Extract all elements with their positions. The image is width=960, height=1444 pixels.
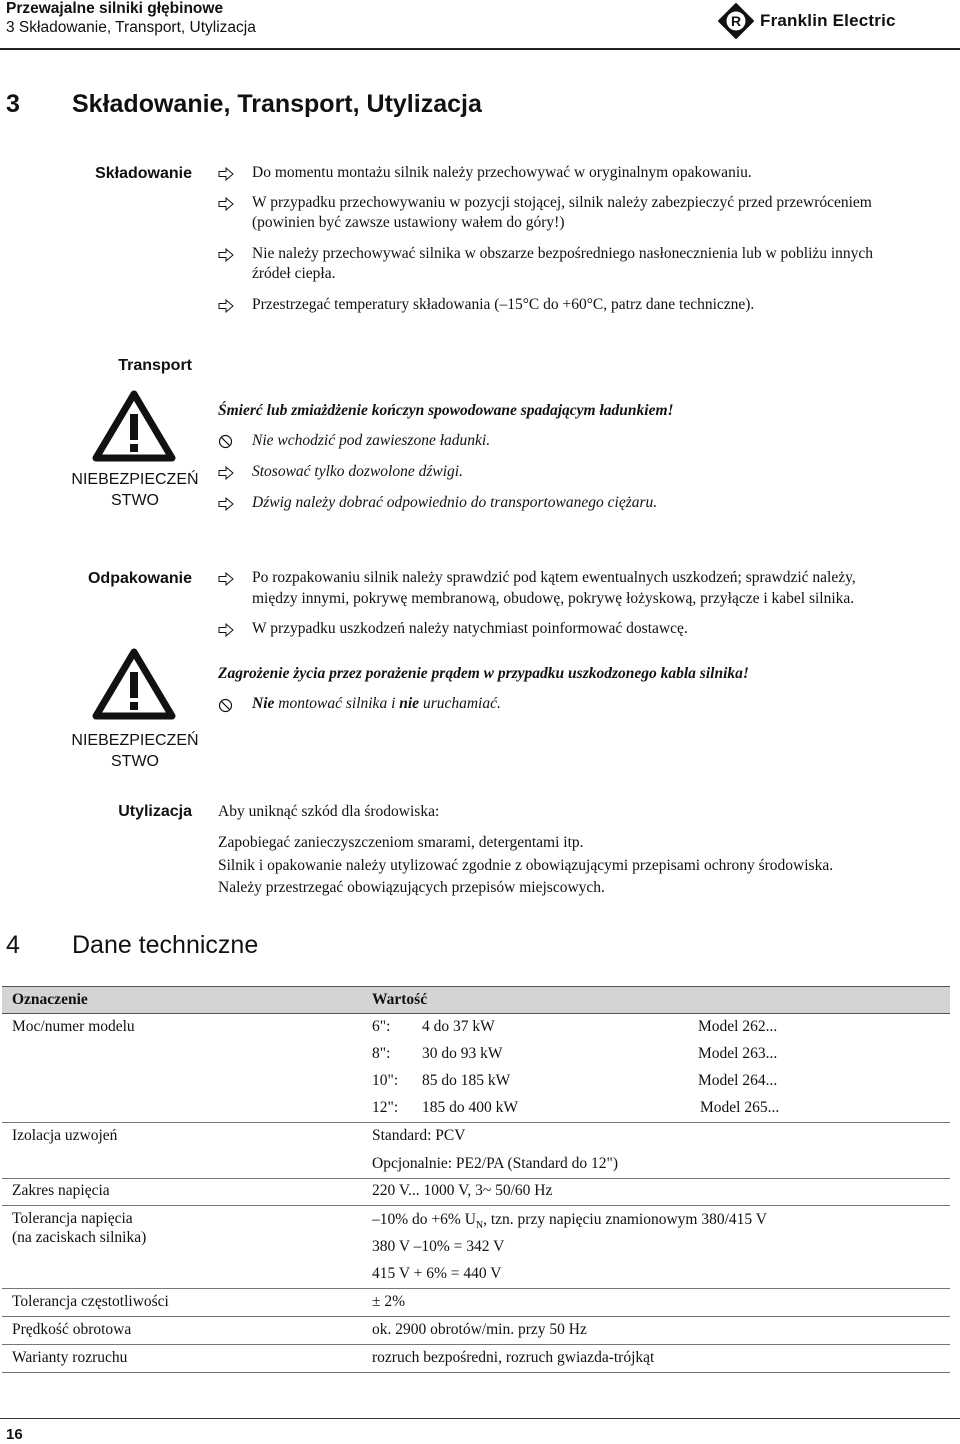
danger-label: NIEBEZPIECZEŃ STWO [71, 471, 199, 509]
voltage-tolerance-380: 380 V –10% = 342 V [372, 1238, 505, 1255]
speed-value: ok. 2900 obrotów/min. przy 50 Hz [372, 1321, 587, 1338]
model-power: 85 do 185 kW [422, 1072, 511, 1089]
storage-item-2: W przypadku przechowywaniu w pozycji stojącej, silnik należy zabezpieczyć przed przewróceniem [252, 194, 872, 211]
table-divider [2, 1122, 950, 1123]
arrow-right-icon [218, 248, 234, 262]
model-size: 12": [372, 1099, 399, 1116]
unpack-item-1: Po rozpakowaniu silnik należy sprawdzić pod kątem ewentualnych uszkodzeń; sprawdzić należy, [252, 569, 856, 586]
header-subtitle: 3 Składowanie, Transport, Utylizacja [6, 19, 256, 36]
storage-item-3-cont: źródeł ciepła. [252, 265, 336, 282]
transport-item-1: Nie wchodzić pod zawieszone ładunki. [252, 432, 491, 449]
table-divider [2, 1372, 950, 1373]
side-label-utylizacja: Utylizacja [118, 803, 192, 820]
model-size: 6": [372, 1018, 391, 1035]
model-size: 10": [372, 1072, 399, 1089]
table-divider [2, 1178, 950, 1179]
disposal-intro: Aby uniknąć szkód dla środowiska: [218, 803, 440, 820]
model-power: 4 do 37 kW [422, 1018, 495, 1035]
unpack-prohibition: Nie montować silnika i nie uruchamiać. [252, 695, 501, 712]
danger-label: NIEBEZPIECZEŃ STWO [71, 732, 199, 770]
disposal-line-1: Zapobiegać zanieczyszczeniom smarami, detergentami itp. [218, 834, 584, 851]
side-label-transport: Transport [118, 357, 192, 374]
arrow-right-icon [218, 466, 234, 480]
model-power: 185 do 400 kW [422, 1099, 519, 1116]
model-size: 8": [372, 1045, 391, 1062]
model-number: Model 265... [700, 1099, 780, 1116]
franklin-logo-icon [718, 3, 754, 39]
storage-item-1: Do momentu montażu silnik należy przechowywać w oryginalnym opakowaniu. [252, 164, 752, 181]
prohibition-icon [218, 698, 233, 713]
svg-text:R: R [730, 13, 742, 29]
arrow-right-icon [218, 497, 234, 511]
side-label-odpakowanie: Odpakowanie [87, 570, 192, 587]
side-label-skladowanie: Składowanie [95, 165, 192, 182]
row-label-voltage-range: Zakres napięcia [12, 1182, 110, 1199]
voltage-tolerance-415: 415 V + 6% = 440 V [372, 1265, 502, 1282]
table-divider [2, 1205, 950, 1206]
row-label-frequency-tolerance: Tolerancja częstotliwości [12, 1293, 169, 1310]
table-col-designation: Oznaczenie [12, 991, 88, 1008]
prohibition-icon [218, 434, 233, 449]
storage-item-3: Nie należy przechowywać silnika w obszarze bezpośredniego nasłonecznienia lub w pobliżu innych [252, 245, 874, 262]
disposal-line-2: Silnik i opakowanie należy utylizować zgodnie z obowiązującymi przepisami ochrony środowiska. [218, 857, 834, 874]
header-title: Przewajalne silniki głębinowe [6, 0, 224, 17]
voltage-tolerance-value: –10% do +6% $U_N$, tzn. przy napięciu znamionowym 380/415 V [372, 1211, 767, 1232]
row-label-power: Moc/numer modelu [12, 1018, 135, 1035]
table-divider [2, 1316, 950, 1317]
unpack-item-1-cont: między innymi, pokrywę membranową, obudowę, pokrywę łożyskową, przyłącze i kabel silnika. [252, 590, 855, 607]
insulation-standard: Standard: PCV [372, 1127, 466, 1144]
table-col-value: Wartość [372, 991, 428, 1008]
row-label-voltage-tolerance: Tolerancja napięcia [12, 1210, 133, 1227]
footer-divider [0, 1418, 960, 1419]
unpack-item-2: W przypadku uszkodzeń należy natychmiast poinformować dostawcę. [252, 620, 688, 637]
unpack-warning: Zagrożenie życia przez porażenie prądem w przypadku uszkodzonego kabla silnika! [218, 665, 749, 682]
row-label-voltage-tolerance-note: (na zaciskach silnika) [12, 1229, 147, 1246]
table-header [2, 986, 950, 1014]
arrow-right-icon [218, 197, 234, 211]
logo-text: Franklin Electric [760, 11, 896, 30]
table-divider [2, 1344, 950, 1345]
arrow-right-icon [218, 623, 234, 637]
disposal-line-3: Należy przestrzegać obowiązujących przepisów miejscowych. [218, 879, 605, 896]
transport-item-3: Dźwig należy dobrać odpowiednio do transportowanego ciężaru. [252, 494, 658, 511]
section-3-heading: 3 Składowanie, Transport, Utylizacja [6, 90, 482, 118]
arrow-right-icon [218, 572, 234, 586]
company-logo [718, 3, 940, 39]
voltage-range-value: 220 V... 1000 V, 3~ 50/60 Hz [372, 1182, 553, 1199]
danger-warning-icon [92, 648, 176, 720]
danger-warning-icon [92, 390, 176, 462]
header-divider [0, 48, 960, 50]
page-number: 16 [6, 1426, 23, 1443]
transport-warning: Śmierć lub zmiażdżenie kończyn spowodowane spadającym ładunkiem! [218, 402, 674, 419]
model-number: Model 262... [698, 1018, 778, 1035]
arrow-right-icon [218, 299, 234, 313]
section-4-heading: 4 Dane techniczne [6, 931, 259, 959]
model-number: Model 264... [698, 1072, 778, 1089]
insulation-optional: Opcjonalnie: PE2/PA (Standard do 12") [372, 1155, 618, 1172]
transport-item-2: Stosować tylko dozwolone dźwigi. [252, 463, 463, 480]
model-number: Model 263... [698, 1045, 778, 1062]
storage-item-2-cont: (powinien być zawsze ustawiony wałem do góry!) [252, 214, 565, 231]
row-label-start-variants: Warianty rozruchu [12, 1349, 128, 1366]
row-label-speed: Prędkość obrotowa [12, 1321, 132, 1338]
frequency-tolerance-value: ± 2% [372, 1293, 406, 1310]
table-divider [2, 1288, 950, 1289]
row-label-insulation: Izolacja uzwojeń [12, 1127, 118, 1144]
storage-item-4: Przestrzegać temperatury składowania (–15°C do +60°C, patrz dane techniczne). [252, 296, 755, 313]
start-variants-value: rozruch bezpośredni, rozruch gwiazda-trójkąt [372, 1349, 655, 1366]
model-power: 30 do 93 kW [422, 1045, 503, 1062]
arrow-right-icon [218, 167, 234, 181]
